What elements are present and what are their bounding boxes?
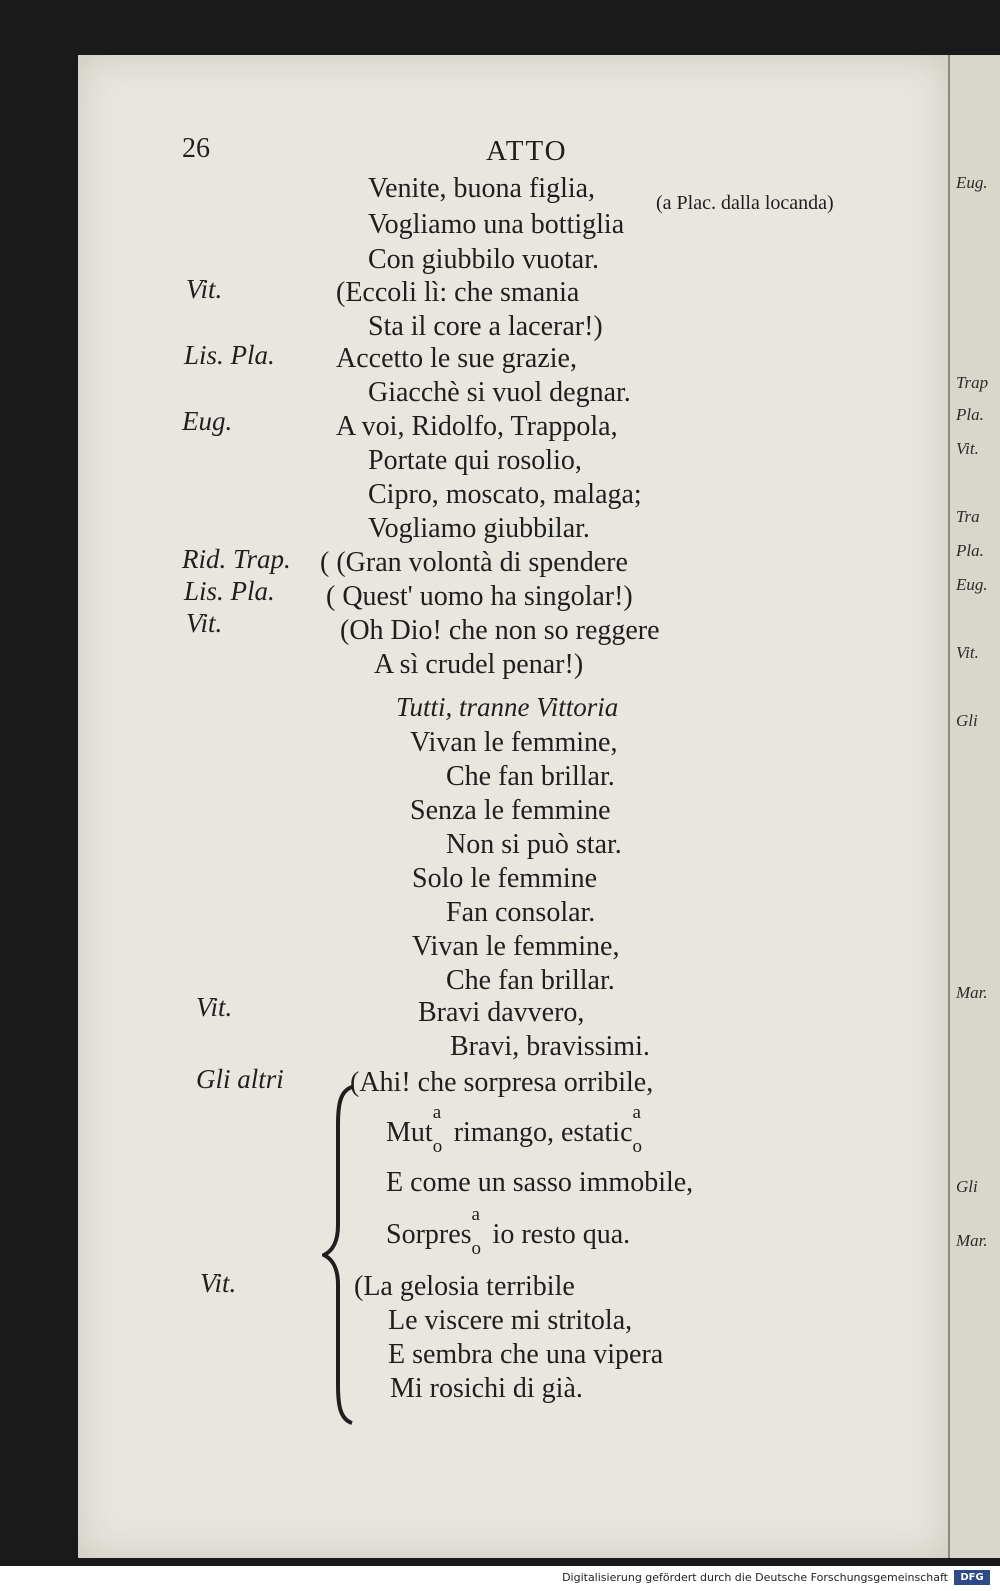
verse-line: ( Quest' uomo ha singolar!) [326, 581, 633, 612]
speaker-label: Vit. [196, 992, 233, 1022]
edge-speaker: Trap [956, 373, 989, 392]
verse-line: Che fan brillar. [446, 761, 615, 792]
verse-line: Che fan brillar. [446, 965, 615, 996]
edge-speaker: Pla. [956, 405, 984, 424]
verse-line: Bravi, bravissimi. [450, 1031, 650, 1062]
edge-speaker: Mar. [956, 983, 988, 1002]
section-heading: Tutti, tranne Vittoria [396, 692, 619, 722]
verse-line: (Eccoli lì: che smania [336, 277, 580, 308]
verse-line: Vivan le femmine, [412, 931, 620, 962]
verse-line: Mi rosichi di già. [390, 1373, 583, 1404]
speaker-label: Rid. Trap. [182, 544, 291, 574]
stage-direction: (a Plac. dalla locanda) [656, 192, 834, 214]
edge-speaker: Eug. [956, 173, 988, 192]
speaker-label: Lis. Pla. [184, 576, 275, 606]
speaker-label: Gli altri [196, 1064, 284, 1094]
dfg-logo: DFG [954, 1570, 990, 1585]
verse-line: Cipro, moscato, malaga; [368, 479, 642, 510]
adjacent-page-edge [948, 55, 1000, 1558]
edge-speaker: Vit. [956, 439, 979, 458]
verse-line: (Oh Dio! che non so reggere [340, 615, 660, 646]
edge-speaker: Vit. [956, 643, 979, 662]
verse-line: Fan consolar. [446, 897, 596, 928]
verse-line: Vogliamo una bottiglia [368, 209, 625, 240]
verse-line: Vogliamo giubbilar. [368, 513, 590, 544]
speaker-label: Vit. [186, 274, 223, 304]
verse-line: Venite, buona figlia, [368, 173, 596, 204]
verse-line: A sì crudel penar!) [374, 649, 584, 680]
curly-brace-icon [322, 1085, 362, 1425]
verse-line: (Ahi! che sorpresa orribile, [350, 1067, 654, 1098]
speaker-label: Eug. [182, 406, 233, 436]
verse-line: (La gelosia terribile [354, 1271, 575, 1302]
speaker-label: Lis. Pla. [184, 340, 275, 370]
edge-speaker: Tra [956, 507, 980, 526]
edge-speaker: Gli [956, 711, 978, 730]
verse-line: E sembra che una vipera [388, 1339, 664, 1370]
verse-line: Non si può star. [446, 829, 622, 860]
verse-line: Senza le femmine [410, 795, 611, 826]
verse-line: Vivan le femmine, [410, 727, 618, 758]
left-page [78, 55, 948, 1558]
edge-speaker: Eug. [956, 575, 988, 594]
verse-line: A voi, Ridolfo, Trappola, [336, 411, 618, 442]
verse-line: ( (Gran volontà di spendere [320, 547, 628, 578]
verse-line: Sorpres a o io resto qua. [386, 1204, 631, 1259]
verse-line: Giacchè si vuol degnar. [368, 377, 631, 408]
page-number: 26 [182, 133, 210, 164]
verse-line: Sta il core a lacerar!) [368, 311, 603, 342]
verse-line: Bravi davvero, [418, 997, 585, 1028]
edge-speaker: Mar. [956, 1231, 988, 1250]
verse-line: Le viscere mi stritola, [388, 1305, 633, 1336]
verse-line: Solo le femmine [412, 863, 598, 894]
running-header: ATTO [486, 135, 568, 167]
verse-line: Con giubbilo vuotar. [368, 244, 599, 275]
verse-line: E come un sasso immobile, [386, 1167, 694, 1198]
funding-notice: Digitalisierung gefördert durch die Deutsche Forschungsgemeinschaft [562, 1571, 948, 1584]
verse-line: Accetto le sue grazie, [336, 343, 577, 374]
verse-line: Mut a o rimango, estatic a o [386, 1102, 643, 1157]
speaker-label: Vit. [200, 1268, 237, 1298]
edge-speaker: Gli [956, 1177, 978, 1196]
verse-line: Portate qui rosolio, [368, 445, 582, 476]
attribution-footer [0, 1566, 1000, 1591]
edge-speaker: Pla. [956, 541, 984, 560]
speaker-label: Vit. [186, 608, 223, 638]
